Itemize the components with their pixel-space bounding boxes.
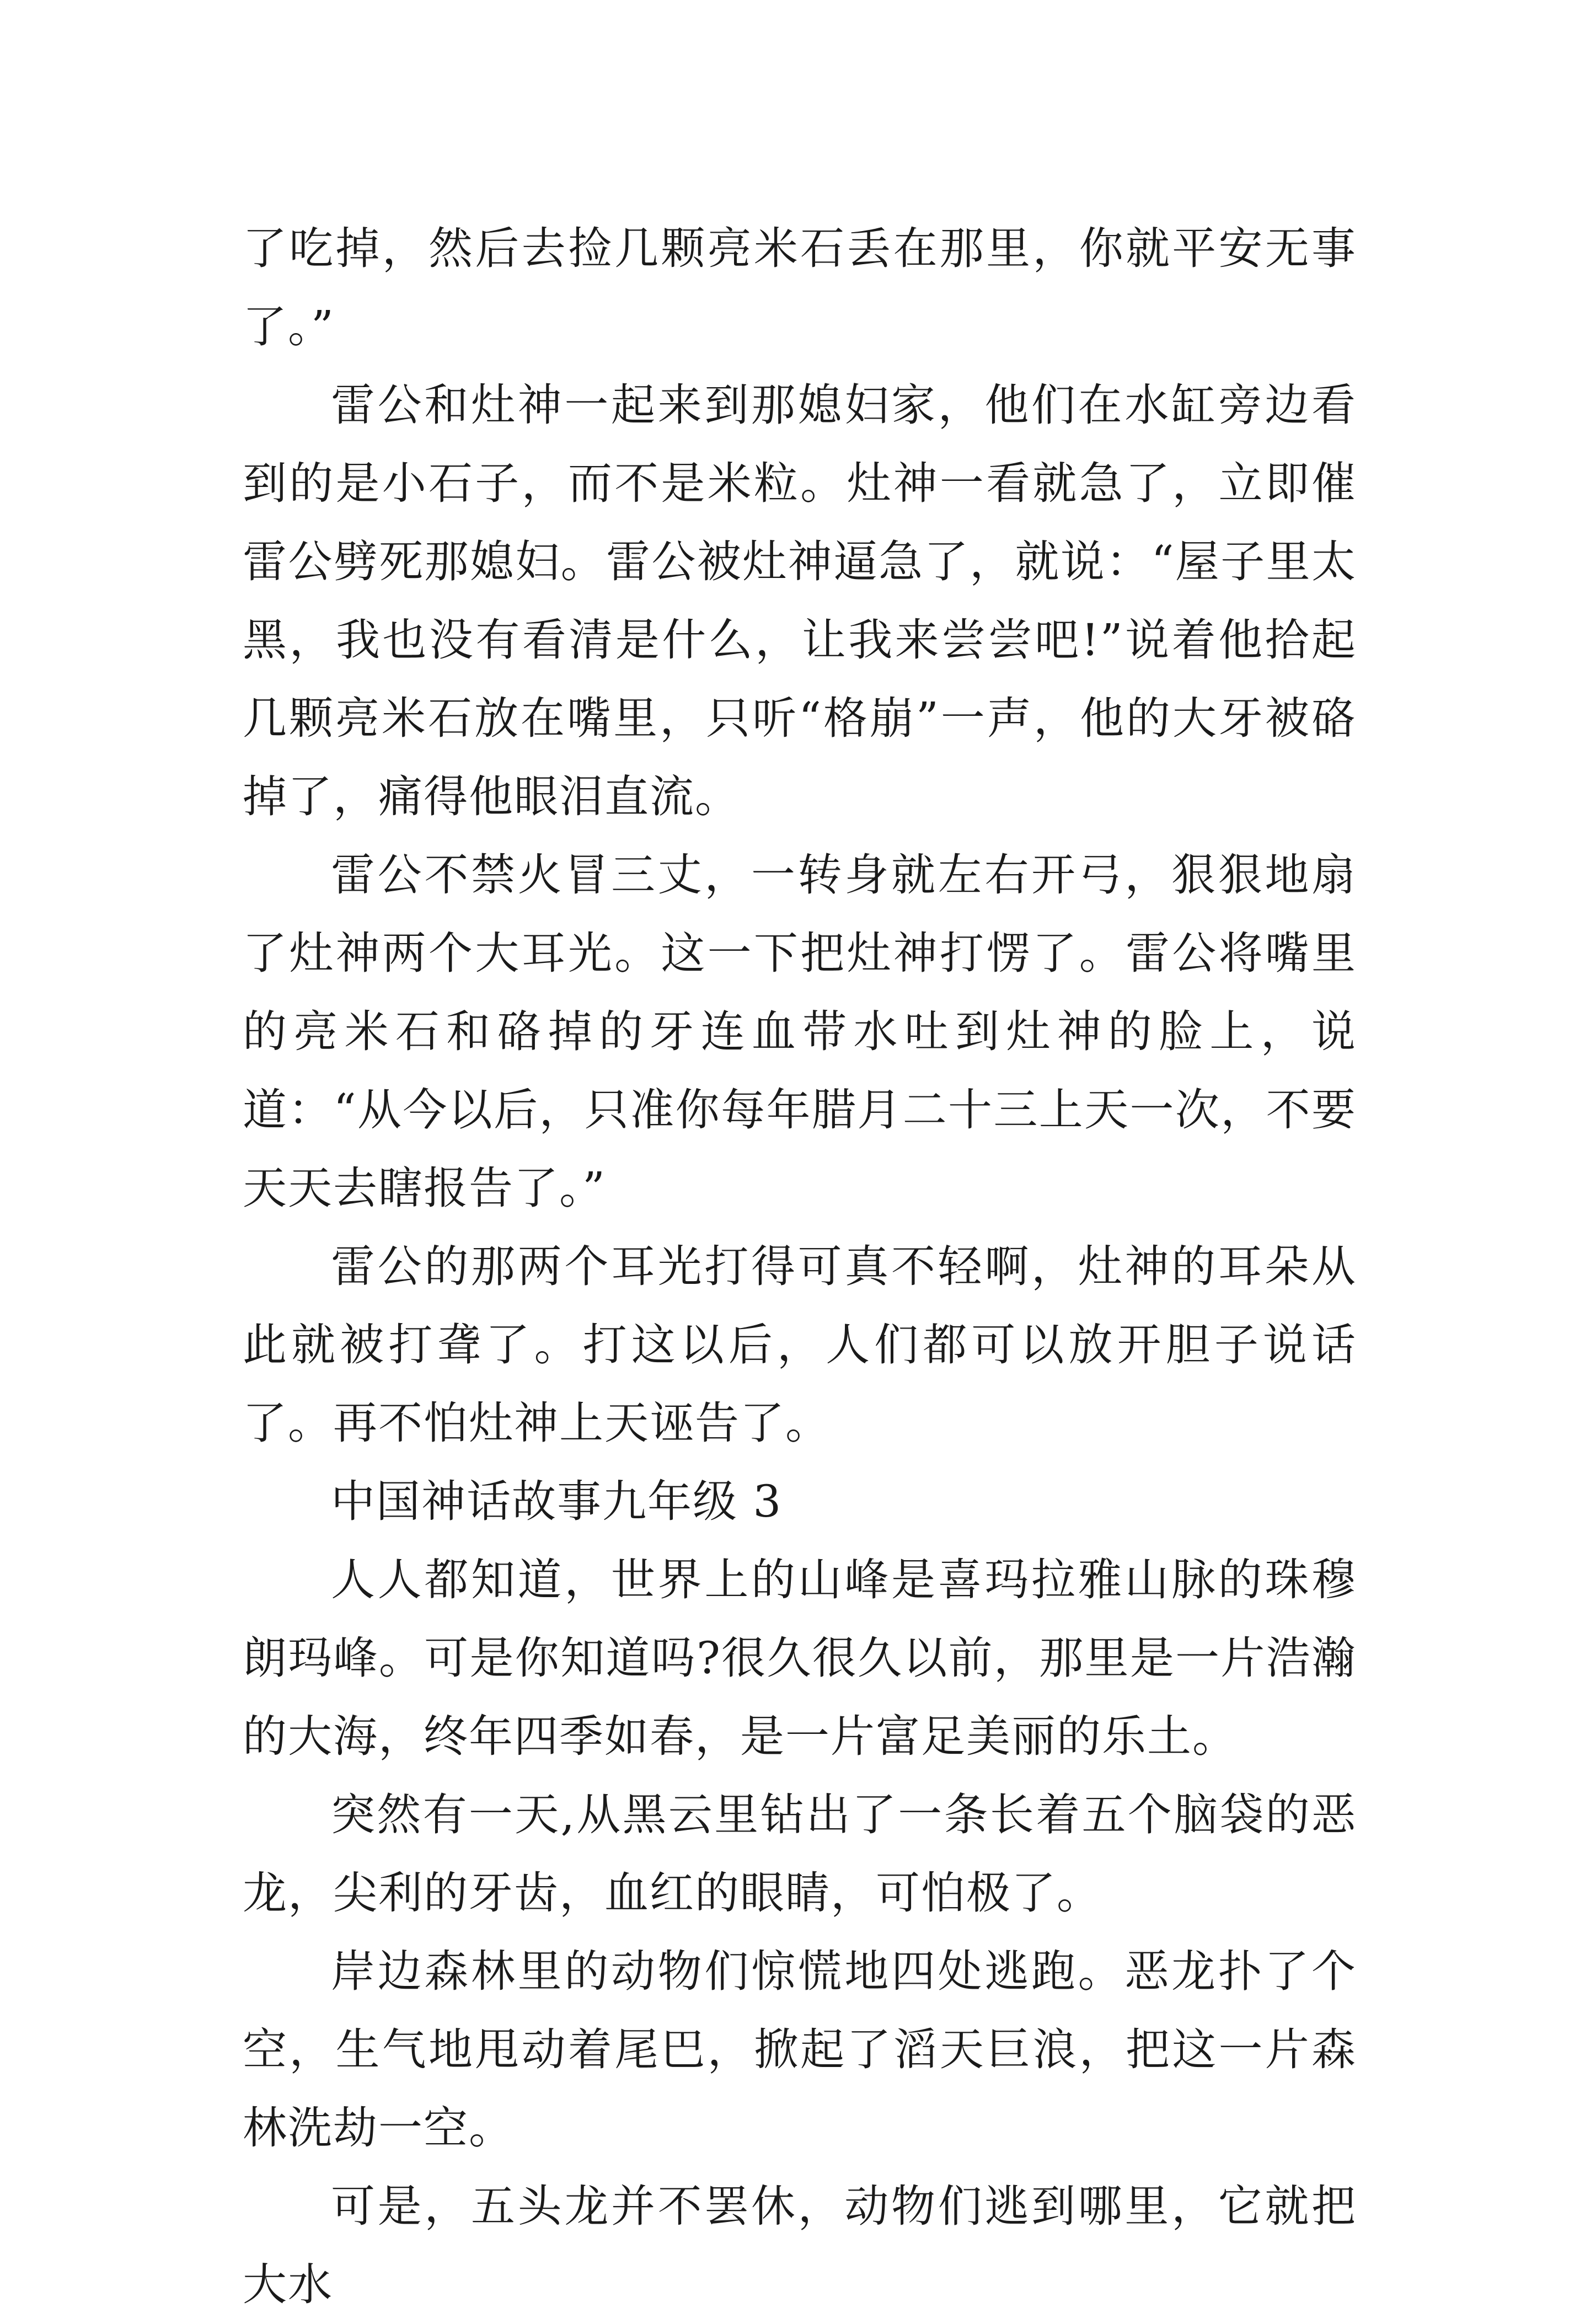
paragraph: 可是，五头龙并不罢休，动物们逃到哪里，它就把大水 <box>243 2181 1357 2310</box>
paragraph: 雷公的那两个耳光打得可真不轻啊，灶神的耳朵从此就被打聋了。打这以后，人们都可以放开胆子说话了。再不怕灶神上天诬告了。 <box>243 1241 1357 1449</box>
paragraph: 突然有一天,从黑云里钻出了一条长着五个脑袋的恶龙，尖利的牙齿，血红的眼睛，可怕极了。 <box>243 1789 1357 1919</box>
paragraph: 雷公不禁火冒三丈，一转身就左右开弓，狠狠地扇了灶神两个大耳光。这一下把灶神打愣了。雷公将嘴里的亮米石和硌掉的牙连血带水吐到灶神的脸上，说道：“从今以后，只准你每年腊月二十三上天一次，不要天天去瞎报告了。” <box>243 849 1357 1214</box>
paragraph: 人人都知道，世界上的山峰是喜玛拉雅山脉的珠穆朗玛峰。可是你知道吗?很久很久以前，那里是一片浩瀚的大海，终年四季如春，是一片富足美丽的乐土。 <box>243 1554 1357 1762</box>
section-heading: 中国神话故事九年级 3 <box>331 1476 783 1527</box>
document-page <box>243 210 1357 2324</box>
paragraph: 岸边森林里的动物们惊慌地四处逃跑。恶龙扑了个空，生气地甩动着尾巴，掀起了滔天巨浪，把这一片森林洗劫一空。 <box>243 1946 1357 2154</box>
paragraph: 雷公和灶神一起来到那媳妇家，他们在水缸旁边看到的是小石子，而不是米粒。灶神一看就急了，立即催雷公劈死那媳妇。雷公被灶神逼急了，就说：“屋子里太黑，我也没有看清是什么，让我来尝尝吧!”说着他拾起几颗亮米石放在嘴里，只听“格崩”一声，他的大牙被硌掉了，痛得他眼泪直流。 <box>243 379 1357 822</box>
paragraph-continuation: 了吃掉，然后去捡几颗亮米石丢在那里，你就平安无事了。” <box>243 223 1357 352</box>
